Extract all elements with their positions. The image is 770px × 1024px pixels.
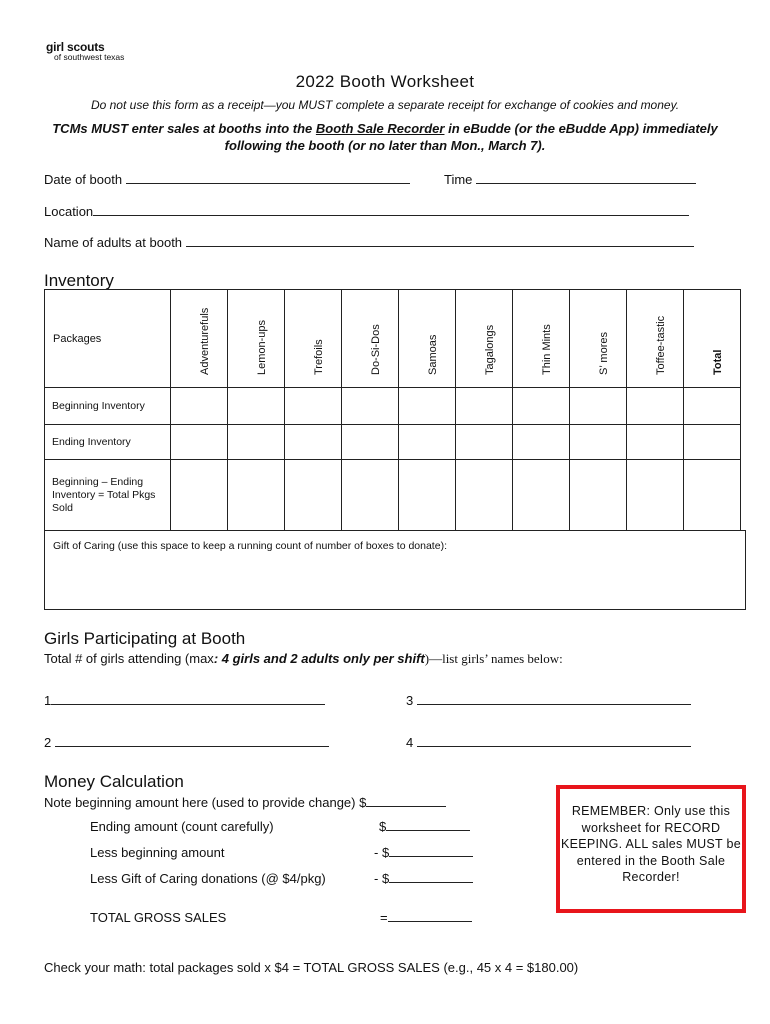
- less-gift-field: [374, 871, 473, 886]
- table-cell[interactable]: [627, 425, 684, 460]
- ending-amount-symbol: $: [379, 819, 387, 834]
- table-cell[interactable]: [228, 388, 285, 425]
- col-thin-mints: Thin Mints: [541, 324, 553, 375]
- table-cell[interactable]: [684, 425, 741, 460]
- col-lemon-ups: Lemon-ups: [256, 319, 268, 375]
- total-gross-input-line[interactable]: [388, 910, 472, 922]
- table-cell[interactable]: [228, 425, 285, 460]
- col-adventurefuls: Adventurefuls: [199, 307, 211, 375]
- table-cell[interactable]: [627, 388, 684, 425]
- col-tagalongs: Tagalongs: [484, 324, 496, 375]
- girl-name-1: [44, 693, 325, 708]
- table-cell[interactable]: [171, 425, 228, 460]
- col-toffee-tastic: Toffee-tastic: [655, 315, 667, 375]
- table-cell[interactable]: [513, 425, 570, 460]
- col-samoas: Samoas: [427, 334, 439, 375]
- ending-amount-label: Ending amount (count carefully): [90, 819, 274, 834]
- logo-subtitle: of southwest texas: [54, 52, 125, 62]
- table-cell[interactable]: [456, 460, 513, 531]
- less-gift-symbol: - $: [374, 871, 390, 886]
- location-input-line[interactable]: [93, 204, 689, 216]
- table-cell[interactable]: [570, 460, 627, 531]
- col-header: [399, 290, 456, 388]
- girl-number-2: 2: [44, 735, 52, 750]
- check-math-note: Check your math: total packages sold x $4 = TOTAL GROSS SALES (e.g., 45 x 4 = $180.00): [44, 960, 579, 975]
- packages-label: Packages: [45, 290, 171, 388]
- ending-amount-field: [379, 819, 470, 834]
- col-total: Total: [712, 349, 724, 375]
- girls-heading: Girls Participating at Booth: [44, 629, 246, 648]
- table-cell[interactable]: [456, 425, 513, 460]
- table-cell[interactable]: [171, 388, 228, 425]
- table-cell[interactable]: [627, 460, 684, 531]
- col-trefoils: Trefoils: [313, 339, 325, 375]
- inventory-table: [44, 289, 741, 531]
- col-header: [171, 290, 228, 388]
- logo: girl scouts: [46, 40, 105, 54]
- adults-label: Name of adults at booth: [44, 235, 183, 250]
- col-header: [456, 290, 513, 388]
- girl-number-1: 1: [44, 693, 52, 708]
- table-row: [45, 388, 741, 425]
- location-field: [44, 204, 689, 219]
- table-cell[interactable]: [285, 425, 342, 460]
- adults-input-line[interactable]: [186, 235, 694, 247]
- table-cell[interactable]: [285, 460, 342, 531]
- girl-number-4: 4: [406, 735, 414, 750]
- less-beginning-label: Less beginning amount: [90, 845, 225, 860]
- girl-4-input-line[interactable]: [417, 735, 691, 747]
- location-label: Location: [44, 204, 94, 219]
- less-beginning-symbol: - $: [374, 845, 390, 860]
- girl-2-input-line[interactable]: [55, 735, 329, 747]
- table-cell[interactable]: [513, 460, 570, 531]
- gift-of-caring-label: Gift of Caring (use this space to keep a running count of number of boxes to donate):: [53, 540, 447, 552]
- table-cell[interactable]: [684, 460, 741, 531]
- beginning-amount-input-line[interactable]: [366, 795, 446, 807]
- col-header: [513, 290, 570, 388]
- less-beginning-field: [374, 845, 473, 860]
- girl-3-input-line[interactable]: [417, 693, 691, 705]
- receipt-notice: Do not use this form as a receipt—you MUST complete a separate receipt for exchange of cookies and money.: [90, 98, 680, 112]
- girls-attending-line: [44, 651, 563, 667]
- girls-line-suffix: )—list girls’ names below:: [424, 651, 563, 666]
- gift-of-caring-box[interactable]: [44, 530, 746, 610]
- adults-field: [44, 235, 694, 250]
- col-header: [285, 290, 342, 388]
- table-cell[interactable]: [570, 388, 627, 425]
- girl-1-input-line[interactable]: [51, 693, 325, 705]
- table-cell[interactable]: [513, 388, 570, 425]
- money-heading: Money Calculation: [44, 772, 184, 791]
- table-cell[interactable]: [342, 388, 399, 425]
- date-field: [44, 172, 410, 187]
- girl-name-4: [406, 735, 691, 750]
- table-cell[interactable]: [171, 460, 228, 531]
- col-header: [627, 290, 684, 388]
- col-header: [228, 290, 285, 388]
- table-cell[interactable]: [456, 388, 513, 425]
- tcm-notice-part2: in eBudde (or the eBudde App) immediately following the booth (or no later than Mon., March 7).: [224, 121, 718, 153]
- less-gift-label: Less Gift of Caring donations (@ $4/pkg): [90, 871, 326, 886]
- col-header: [684, 290, 741, 388]
- less-gift-input-line[interactable]: [389, 871, 473, 883]
- col-header: [570, 290, 627, 388]
- col-header: [342, 290, 399, 388]
- table-cell[interactable]: [342, 425, 399, 460]
- beginning-amount-label: Note beginning amount here (used to provide change) $: [44, 795, 367, 810]
- total-gross-symbol: =: [380, 910, 388, 925]
- page-title: 2022 Booth Worksheet: [295, 72, 475, 91]
- total-gross-label: TOTAL GROSS SALES: [90, 910, 227, 925]
- girl-number-3: 3: [406, 693, 414, 708]
- date-label: Date of booth: [44, 172, 123, 187]
- total-gross-field: [380, 910, 472, 925]
- time-label: Time: [444, 172, 473, 187]
- table-cell[interactable]: [399, 388, 456, 425]
- table-cell[interactable]: [684, 388, 741, 425]
- booth-sale-recorder-link: Booth Sale Recorder: [315, 121, 445, 136]
- inventory-header-row: [45, 290, 741, 388]
- time-input-line[interactable]: [476, 172, 696, 184]
- girls-line-prefix: Total # of girls attending (max: [44, 651, 214, 666]
- table-cell[interactable]: [228, 460, 285, 531]
- ending-amount-input-line[interactable]: [386, 819, 470, 831]
- table-row: [45, 460, 741, 531]
- tcm-notice: [40, 120, 730, 154]
- table-cell[interactable]: [399, 460, 456, 531]
- table-cell[interactable]: [342, 460, 399, 531]
- girl-name-3: [406, 693, 691, 708]
- table-row: [45, 425, 741, 460]
- row-total-pkgs-sold: Beginning – Ending Inventory = Total Pkgs Sold: [45, 460, 171, 531]
- girl-name-2: [44, 735, 329, 750]
- inventory-heading: Inventory: [44, 271, 114, 290]
- girls-line-bold: : 4 girls and 2 adults only per shift: [213, 651, 425, 666]
- less-beginning-input-line[interactable]: [389, 845, 473, 857]
- table-cell[interactable]: [399, 425, 456, 460]
- table-cell[interactable]: [570, 425, 627, 460]
- time-field: [444, 172, 696, 187]
- date-input-line[interactable]: [126, 172, 410, 184]
- row-beginning-inventory: Beginning Inventory: [45, 388, 171, 425]
- row-ending-inventory: Ending Inventory: [45, 425, 171, 460]
- col-do-si-dos: Do-Si-Dos: [370, 324, 382, 375]
- tcm-notice-part1: TCMs MUST enter sales at booths into the: [52, 121, 316, 136]
- table-cell[interactable]: [285, 388, 342, 425]
- beginning-amount-row: [44, 795, 446, 810]
- col-smores: S’ mores: [598, 332, 610, 375]
- remember-box: REMEMBER: Only use this worksheet for RECORD KEEPING. ALL sales MUST be entered in the Booth Sale Recorder!: [556, 785, 746, 913]
